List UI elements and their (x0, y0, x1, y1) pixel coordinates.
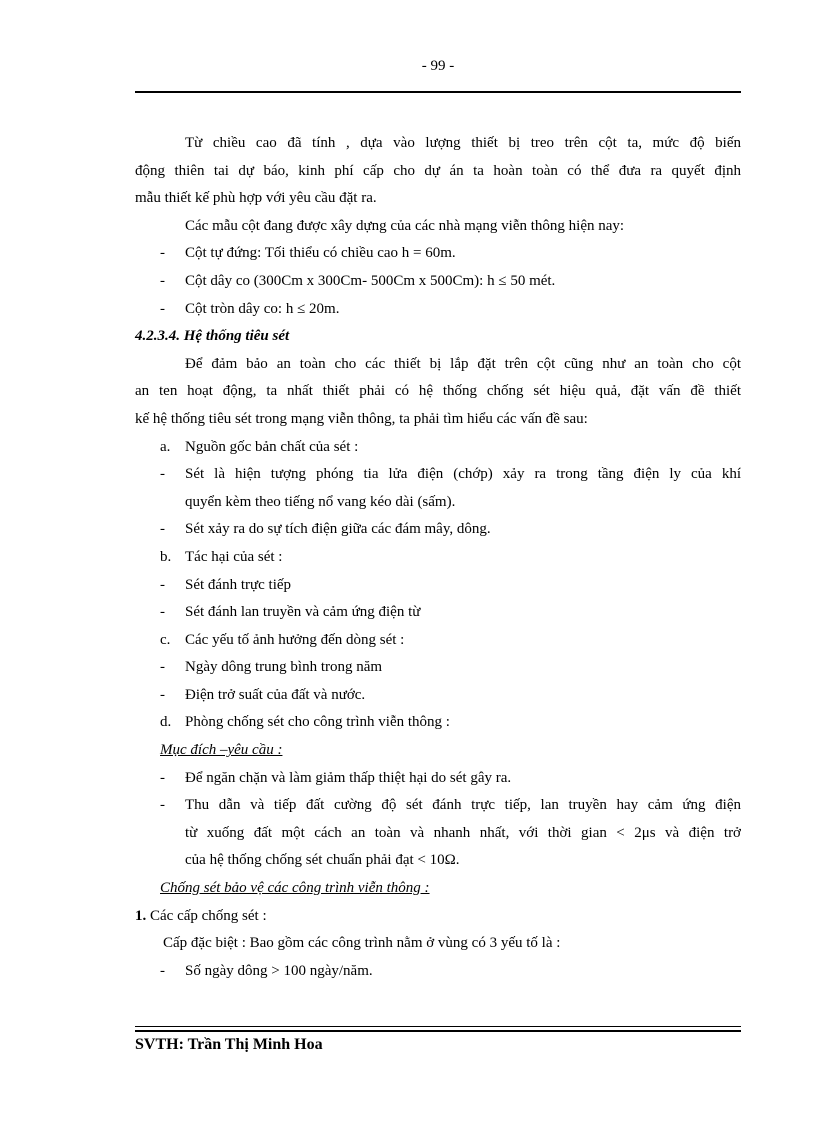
paragraph-1-line-2: động thiên tai dự báo, kinh phí cấp cho dự án ta hoàn toàn có thể đưa ra quyết định (135, 162, 741, 179)
list-item (135, 296, 741, 324)
page-number: - 99 - (421, 58, 455, 74)
protection-heading: Chống sét bảo vệ các công trình viễn thông : (160, 880, 430, 897)
bullet-mark: - (160, 604, 165, 621)
document-body (135, 130, 741, 985)
letter-mark: a. (160, 438, 171, 455)
list-item-text: Ngày dông trung bình trong năm (185, 659, 383, 676)
list-item-text: Sét xảy ra do sự tích điện giữa các đám mây, dông. (185, 521, 491, 538)
list-item (135, 792, 741, 820)
list-item (135, 765, 741, 793)
lettered-item-text: Phòng chống sét cho công trình viễn thông : (185, 714, 450, 731)
paragraph-3-line-3: kế hệ thống tiêu sét trong mạng viễn thông, ta phải tìm hiểu các vấn đề sau: (135, 410, 588, 427)
bullet-mark: - (160, 576, 165, 593)
list-item-continuation: quyển kèm theo tiếng nổ vang kéo dài (sấm). (185, 493, 456, 510)
list-item-text: Điện trở suất của đất và nước. (185, 686, 366, 703)
bullet-mark: - (160, 245, 165, 262)
list-item-text: Để ngăn chặn và làm giảm thấp thiệt hại do sét gây ra. (185, 769, 512, 786)
list-item (135, 572, 741, 600)
list-item (135, 654, 741, 682)
bullet-mark: - (160, 272, 165, 289)
list-item-text: Thu dẫn và tiếp đất cường độ sét đánh trực tiếp, lan truyền hay cảm ứng điện (185, 797, 741, 814)
number-mark: 1. (135, 907, 147, 924)
header-rule (135, 91, 741, 93)
letter-mark: c. (160, 631, 171, 648)
numbered-item-text: Các cấp chống sét : (150, 907, 267, 924)
footer-rule (135, 1030, 741, 1032)
list-item-text: Sét đánh lan truyền và cảm ứng điện từ (185, 604, 421, 621)
paragraph-3-line-1: Để đảm bảo an toàn cho các thiết bị lắp đặt trên cột cũng như an toàn cho cột (185, 355, 741, 372)
list-item (135, 682, 741, 710)
paragraph-3-line-2: an ten hoạt động, ta nhất thiết phải có hệ thống chống sét hiệu quả, đặt vấn đề thiết (135, 383, 741, 400)
list-item (135, 599, 741, 627)
numbered-item-1 (135, 903, 741, 931)
bullet-mark: - (160, 659, 165, 676)
special-level-text: Cấp đặc biệt : Bao gồm các công trình nằm ở vùng có 3 yếu tố là : (163, 935, 561, 952)
list-item-text: Cột tròn dây co: h ≤ 20m. (185, 300, 340, 317)
section-heading: 4.2.3.4. Hệ thống tiêu sét (135, 328, 290, 345)
bullet-mark: - (160, 797, 165, 814)
lettered-item-text: Các yếu tố ảnh hưởng đến dòng sét : (185, 631, 405, 648)
lettered-item-c (135, 627, 741, 655)
paragraph-1-line-1: Từ chiều cao đã tính , dựa vào lượng thiết bị treo trên cột ta, mức độ biến (185, 135, 741, 151)
footer-rule (135, 1026, 741, 1027)
bullet-mark: - (160, 521, 165, 538)
lettered-item-d (135, 709, 741, 737)
list-item-continuation: từ xuống đất một cách an toàn và nhanh nhất, với thời gian < 2μs và điện trở (185, 824, 741, 841)
bullet-mark: - (160, 686, 165, 703)
bullet-mark: - (160, 769, 165, 786)
list-item (135, 268, 741, 296)
paragraph-1-line-3: mẫu thiết kế phù hợp với yêu cầu đặt ra. (135, 190, 377, 207)
letter-mark: d. (160, 714, 172, 731)
bullet-mark: - (160, 466, 165, 483)
bullet-mark: - (160, 962, 165, 979)
list-item (135, 958, 741, 986)
purpose-heading: Mục đích –yêu cầu : (160, 742, 283, 759)
list-item-text: Sét là hiện tượng phóng tia lửa điện (chớp) xảy ra trong tầng điện ly của khí (185, 466, 741, 483)
list-item-text: Cột dây co (300Cm x 300Cm- 500Cm x 500Cm): h ≤ 50 mét. (185, 272, 556, 289)
lettered-item-text: Nguồn gốc bản chất của sét : (185, 438, 359, 455)
list-item-text: Số ngày dông > 100 ngày/năm. (185, 962, 373, 979)
lettered-item-a (135, 434, 741, 462)
lettered-item-b (135, 544, 741, 572)
lettered-item-text: Tác hại của sét : (185, 548, 283, 565)
letter-mark: b. (160, 548, 172, 565)
footer-author: SVTH: Trần Thị Minh Hoa (135, 1036, 323, 1053)
list-item (135, 461, 741, 489)
paragraph-2: Các mẫu cột đang được xây dựng của các nhà mạng viễn thông hiện nay: (185, 217, 625, 234)
bullet-mark: - (160, 300, 165, 317)
list-item (135, 516, 741, 544)
list-item (135, 240, 741, 268)
list-item-continuation: của hệ thống chống sét chuẩn phải đạt < 10Ω. (185, 852, 460, 869)
list-item-text: Cột tự đứng: Tối thiểu có chiều cao h = 60m. (185, 245, 456, 262)
list-item-text: Sét đánh trực tiếp (185, 576, 292, 593)
